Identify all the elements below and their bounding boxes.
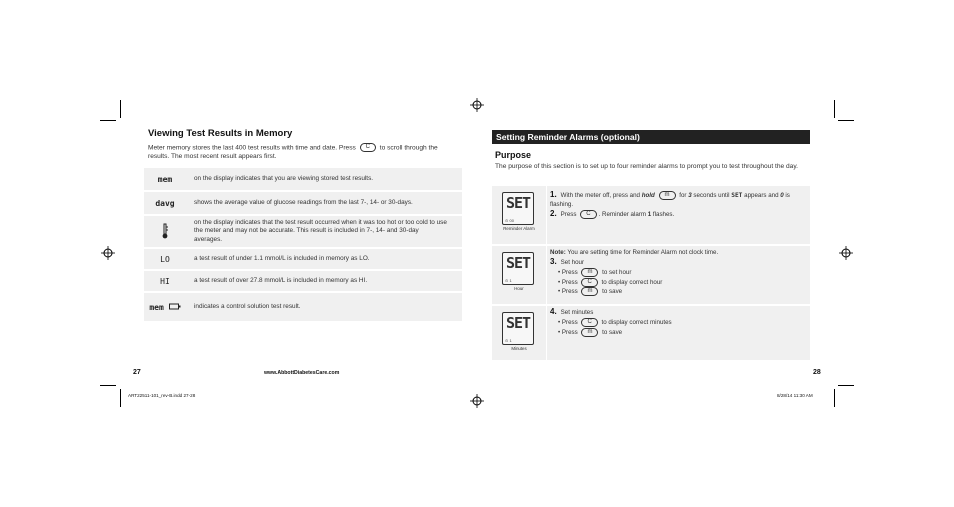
table-row: HI a test result of over 27.8 mmol/L is included in memory as HI. bbox=[144, 271, 462, 291]
davg-icon: davg bbox=[144, 192, 186, 214]
crop-mark bbox=[100, 120, 116, 121]
steps-4 bbox=[550, 308, 805, 338]
registration-mark-icon bbox=[470, 98, 484, 112]
clock-icon: ⊙ 1 bbox=[505, 338, 512, 343]
crop-mark bbox=[100, 385, 116, 386]
crop-mark bbox=[120, 100, 121, 118]
meter-display-hour bbox=[492, 246, 547, 304]
display-caption: Minutes bbox=[511, 346, 527, 351]
lo-icon: LO bbox=[144, 249, 186, 269]
c-button-icon: C bbox=[360, 143, 376, 152]
meter-display-minutes bbox=[492, 306, 547, 360]
page-number-right: 28 bbox=[813, 369, 821, 376]
step-row-3 bbox=[492, 306, 810, 360]
section-title-bar: Setting Reminder Alarms (optional) bbox=[492, 130, 810, 144]
step-2: 2. Press C . Reminder alarm 1 flashes. bbox=[550, 208, 675, 218]
hi-icon: HI bbox=[144, 271, 186, 291]
display-icons-table bbox=[144, 166, 462, 323]
steps-3 bbox=[550, 249, 805, 297]
lcd-set-text: SET bbox=[506, 194, 531, 212]
file-slug: ART22511-101_rev-B.indd 27-28 bbox=[128, 393, 196, 398]
steps-1-2 bbox=[550, 191, 805, 220]
registration-mark-icon bbox=[839, 246, 853, 260]
list-item: • Press C to display correct minutes bbox=[558, 318, 672, 326]
step-row-2 bbox=[492, 246, 810, 304]
c-button-icon: C bbox=[581, 318, 597, 327]
thermometer-icon bbox=[144, 216, 186, 247]
clock-icon: ⊙ 1 bbox=[505, 278, 512, 283]
clock-icon: ⊙ 00 bbox=[505, 218, 514, 223]
step-3: 3. Set hour bbox=[550, 256, 585, 266]
step-row-1 bbox=[492, 186, 810, 244]
lcd-set-text: SET bbox=[506, 314, 531, 332]
c-button-icon: C bbox=[581, 278, 597, 287]
list-item: • Press C to display correct hour bbox=[558, 278, 663, 286]
table-row: LO a test result of under 1.1 mmol/L is included in memory as LO. bbox=[144, 249, 462, 269]
registration-mark-icon bbox=[470, 394, 484, 408]
m-button-icon: m bbox=[581, 328, 598, 337]
crop-mark bbox=[838, 385, 854, 386]
table-row: mem on the display indicates that you are viewing stored test results. bbox=[144, 168, 462, 190]
table-row: mem indicates a control solution test result. bbox=[144, 293, 462, 321]
crop-mark bbox=[120, 389, 121, 407]
website: www.AbbottDiabetesCare.com bbox=[264, 370, 340, 376]
note: Note: You are setting time for Reminder Alarm not clock time. bbox=[550, 249, 719, 256]
purpose-heading: Purpose bbox=[495, 150, 532, 160]
table-row: davg shows the average value of glucose readings from the last 7-, 14- or 30-days. bbox=[144, 192, 462, 214]
crop-mark bbox=[838, 120, 854, 121]
intro-text: Meter memory stores the last 400 test results with time and date. Press C to scroll through the results. The most recent result appears first. bbox=[148, 144, 438, 160]
table-row: on the display indicates that the test result occurred when it was too hot or too cold to use the meter and may not be accurate. This result is included in 7-, 14- and 30-day averages. bbox=[144, 216, 462, 247]
display-caption: Hour bbox=[514, 286, 524, 291]
m-button-icon: m bbox=[659, 191, 676, 200]
list-item: • Press m to save bbox=[558, 288, 623, 296]
step-4: 4. Set minutes bbox=[550, 307, 594, 316]
lcd-set-text: SET bbox=[506, 254, 531, 272]
m-button-icon: m bbox=[581, 287, 598, 296]
mem-icon: mem bbox=[144, 168, 186, 190]
page-heading: Viewing Test Results in Memory bbox=[148, 128, 293, 139]
list-item: • Press m to set hour bbox=[558, 268, 632, 276]
timestamp: 8/28/14 11:30 AM bbox=[777, 393, 813, 398]
registration-mark-icon bbox=[101, 246, 115, 260]
step-1: 1. With the meter off, press and hold m for 3 seconds until SET appears and 0 is flashing. bbox=[550, 190, 790, 208]
meter-display-reminder bbox=[492, 186, 547, 244]
control-solution-icon: mem bbox=[144, 293, 186, 321]
m-button-icon: m bbox=[581, 268, 598, 277]
display-caption: Reminder Alarm bbox=[503, 226, 535, 231]
crop-mark bbox=[834, 389, 835, 407]
c-button-icon: C bbox=[580, 210, 596, 219]
purpose-text: The purpose of this section is to set up to four reminder alarms to prompt you to test throughout the day. bbox=[495, 163, 798, 170]
list-item: • Press m to save bbox=[558, 328, 623, 336]
crop-mark bbox=[834, 100, 835, 118]
page-number-left: 27 bbox=[133, 369, 141, 376]
